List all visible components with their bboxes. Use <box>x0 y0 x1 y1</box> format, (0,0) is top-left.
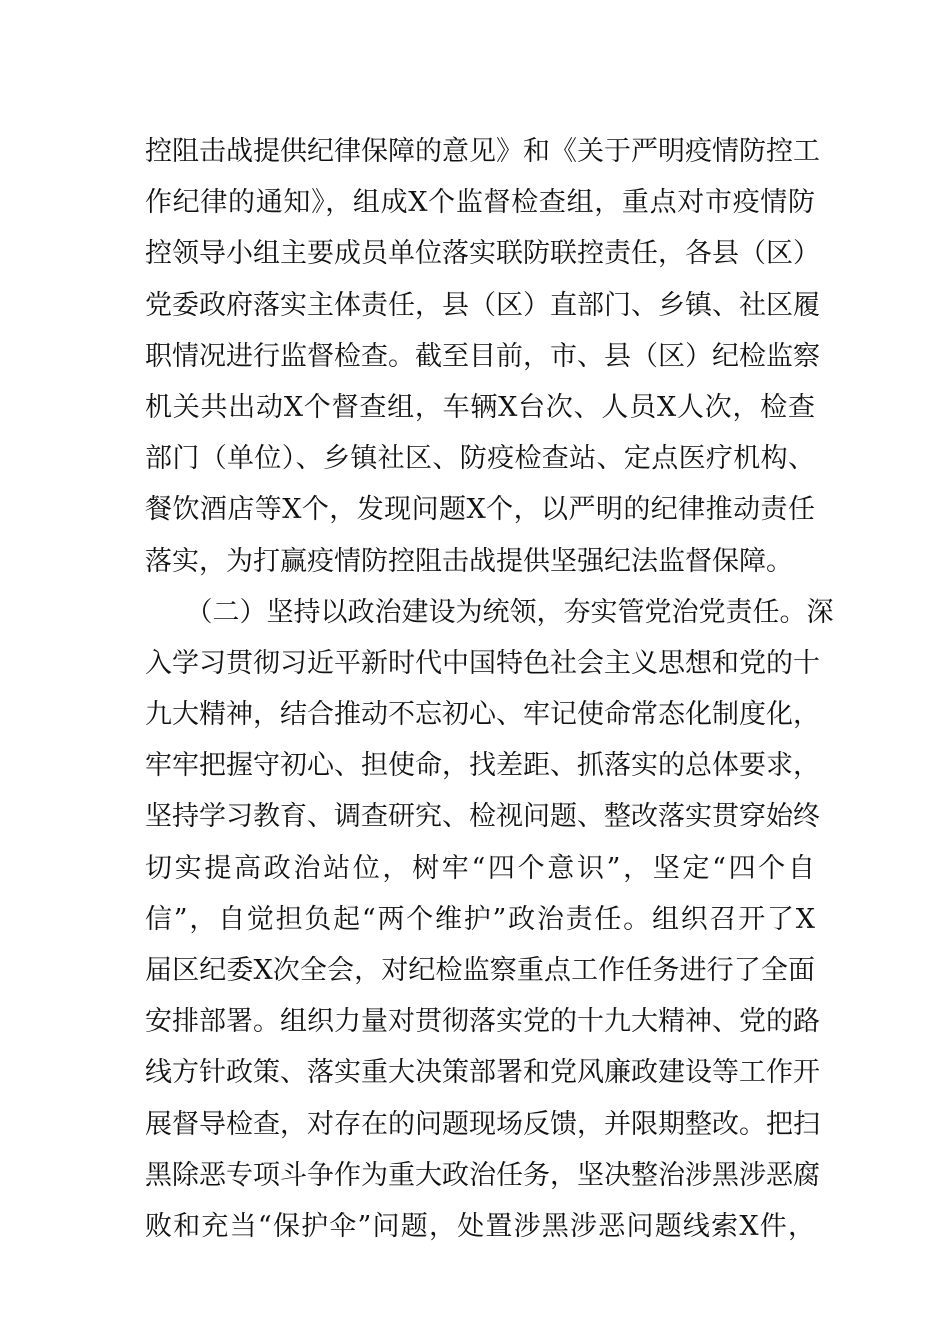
text-line: 机关共出动X个督查组，车辆X台次、人员X人次，检查 <box>145 391 815 423</box>
text-line: 部门（单位）、乡镇社区、防疫检查站、定点医疗机构、 <box>145 443 815 475</box>
text-line: 败和充当“保护伞”问题，处置涉黑涉恶问题线索X件， <box>145 1210 815 1242</box>
text-line: （二）坚持以政治建设为统领，夯实管党治党责任。深 <box>145 596 834 628</box>
text-line: 届区纪委X次全会，对纪检监察重点工作任务进行了全面 <box>145 955 815 986</box>
text-line: 控阻击战提供纪律保障的意见》和《关于严明疫情防控工 <box>145 136 820 167</box>
text-line: 坚持学习教育、调查研究、检视问题、整改落实贯穿始终 <box>145 801 820 833</box>
text-line: 展督导检查，对存在的问题现场反馈，并限期整改。把扫 <box>145 1108 820 1140</box>
text-line: 餐饮酒店等X个，发现问题X个，以严明的纪律推动责任 <box>145 494 815 526</box>
text-line: 入学习贯彻习近平新时代中国特色社会主义思想和党的十 <box>145 647 820 679</box>
text-line: 控领导小组主要成员单位落实联防联控责任，各县（区） <box>145 238 820 270</box>
text-line: 九大精神，结合推动不忘初心、牢记使命常态化制度化， <box>145 699 820 731</box>
text-line: 党委政府落实主体责任，县（区）直部门、乡镇、社区履 <box>145 289 820 321</box>
text-line: 作纪律的通知》，组成X个监督检查组，重点对市疫情防 <box>145 187 815 219</box>
body-text <box>145 126 834 1252</box>
text-line: 黑除恶专项斗争作为重大政治任务，坚决整治涉黑涉恶腐 <box>145 1159 820 1191</box>
text-line: 安排部署。组织力量对贯彻落实党的十九大精神、党的路 <box>145 1006 820 1038</box>
text-line: 切实提高政治站位，树牢“四个意识”，坚定“四个自 <box>145 852 815 884</box>
text-line: 牢牢把握守初心、担使命，找差距、抓落实的总体要求， <box>145 750 820 782</box>
text-line: 信”，自觉担负起“两个维护”政治责任。组织召开了X <box>145 903 815 935</box>
text-line: 职情况进行监督检查。截至目前，市、县（区）纪检监察 <box>145 340 820 372</box>
text-line: 落实，为打赢疫情防控阻击战提供坚强纪法监督保障。 <box>145 545 793 577</box>
text-line: 线方针政策、落实重大决策部署和党风廉政建设等工作开 <box>145 1057 820 1089</box>
